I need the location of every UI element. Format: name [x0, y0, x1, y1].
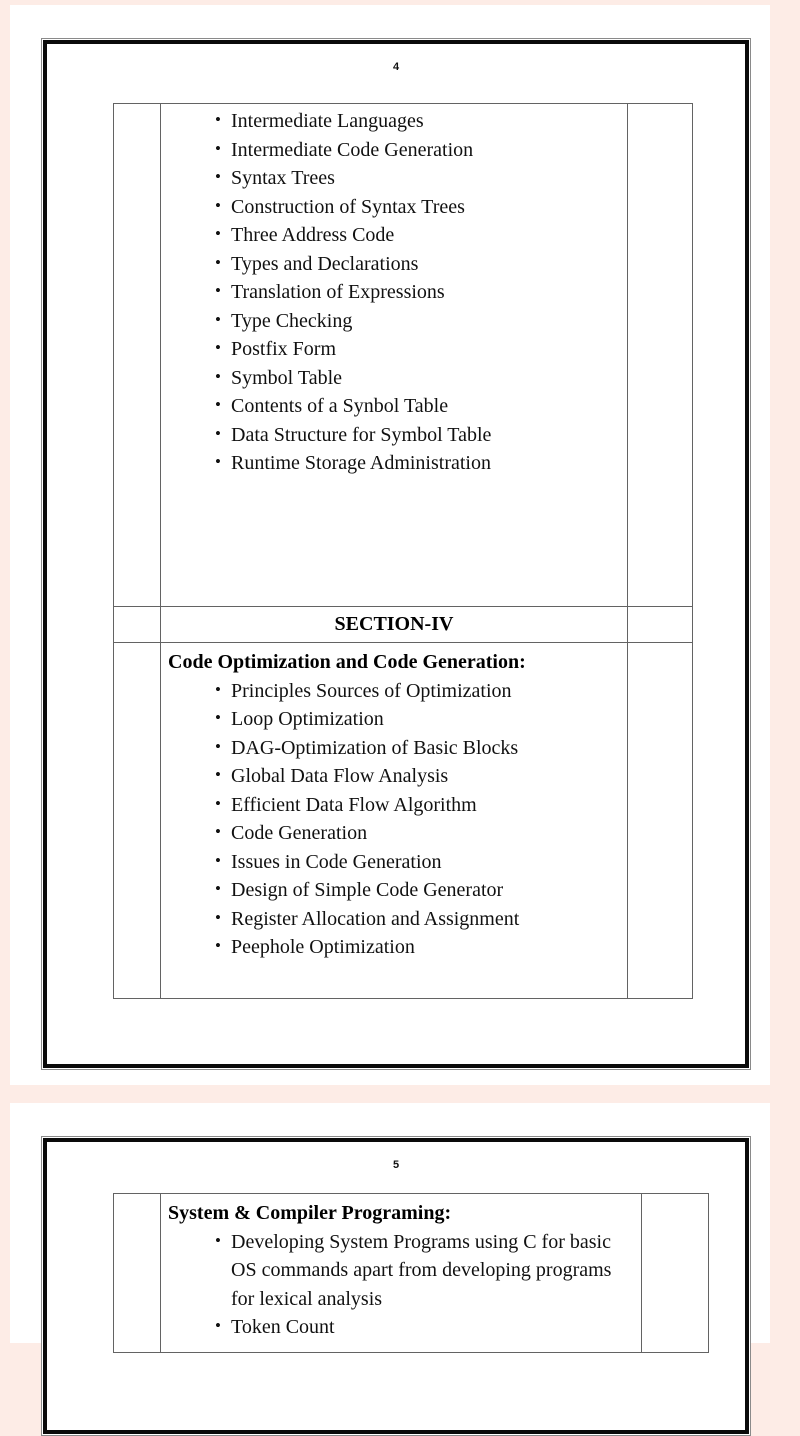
section-heading-cell: [161, 606, 628, 643]
page-number: 5: [392, 1159, 400, 1171]
table-row: [114, 104, 693, 607]
list-item: • Postfix Form: [215, 335, 621, 364]
table-row: [114, 643, 693, 999]
list-item: • Developing System Programs using C for basic OS commands apart from developing programs for lexical analysis: [215, 1228, 635, 1314]
list-item: • Peephole Optimization: [215, 933, 621, 962]
list-item: • Design of Simple Code Generator: [215, 876, 621, 905]
unit-number-cell: [114, 643, 161, 999]
topic-list: [167, 1228, 635, 1342]
list-item: • Three Address Code: [215, 221, 621, 250]
section-heading: SECTION-IV: [334, 612, 454, 635]
unit-number-cell: [114, 1194, 161, 1353]
unit-number-cell: [114, 606, 161, 643]
marks-cell: [628, 643, 693, 999]
table-row: [114, 606, 693, 643]
list-item: • Principles Sources of Optimization: [215, 677, 621, 706]
marks-cell: [628, 104, 693, 607]
topic-content-cell: [161, 104, 628, 607]
topic-title: System & Compiler Programing:: [168, 1202, 452, 1224]
list-item: • Intermediate Languages: [215, 107, 621, 136]
document-page-4: [10, 5, 770, 1085]
page-border-frame: [41, 1136, 751, 1436]
list-item: • Code Generation: [215, 819, 621, 848]
topic-content-cell: [161, 1194, 642, 1353]
list-item: • Symbol Table: [215, 364, 621, 393]
list-item: • Data Structure for Symbol Table: [215, 421, 621, 450]
list-item: • Efficient Data Flow Algorithm: [215, 791, 621, 820]
unit-number-cell: [114, 104, 161, 607]
list-item: • Global Data Flow Analysis: [215, 762, 621, 791]
topic-content-cell: [161, 643, 628, 999]
cell-spacer: [167, 478, 621, 596]
list-item: • Token Count: [215, 1313, 635, 1342]
syllabus-table-page-4: [113, 103, 693, 999]
syllabus-table-page-5: [113, 1193, 709, 1353]
list-item: • Loop Optimization: [215, 705, 621, 734]
cell-spacer: [167, 962, 621, 988]
page-number: 4: [392, 61, 400, 73]
topic-title: Code Optimization and Code Generation:: [168, 651, 526, 673]
marks-cell: [628, 606, 693, 643]
topic-list: [167, 677, 621, 962]
list-item: • Translation of Expressions: [215, 278, 621, 307]
list-item: • DAG-Optimization of Basic Blocks: [215, 734, 621, 763]
list-item: • Types and Declarations: [215, 250, 621, 279]
list-item: • Syntax Trees: [215, 164, 621, 193]
list-item: • Intermediate Code Generation: [215, 136, 621, 165]
table-row: [114, 1194, 709, 1353]
marks-cell: [642, 1194, 709, 1353]
document-page-5: [10, 1103, 770, 1343]
page-border-frame: [41, 38, 751, 1070]
list-item: • Contents of a Synbol Table: [215, 392, 621, 421]
topic-list: [167, 107, 621, 478]
list-item: • Issues in Code Generation: [215, 848, 621, 877]
list-item: • Runtime Storage Administration: [215, 449, 621, 478]
list-item: • Type Checking: [215, 307, 621, 336]
list-item: • Construction of Syntax Trees: [215, 193, 621, 222]
list-item: • Register Allocation and Assignment: [215, 905, 621, 934]
